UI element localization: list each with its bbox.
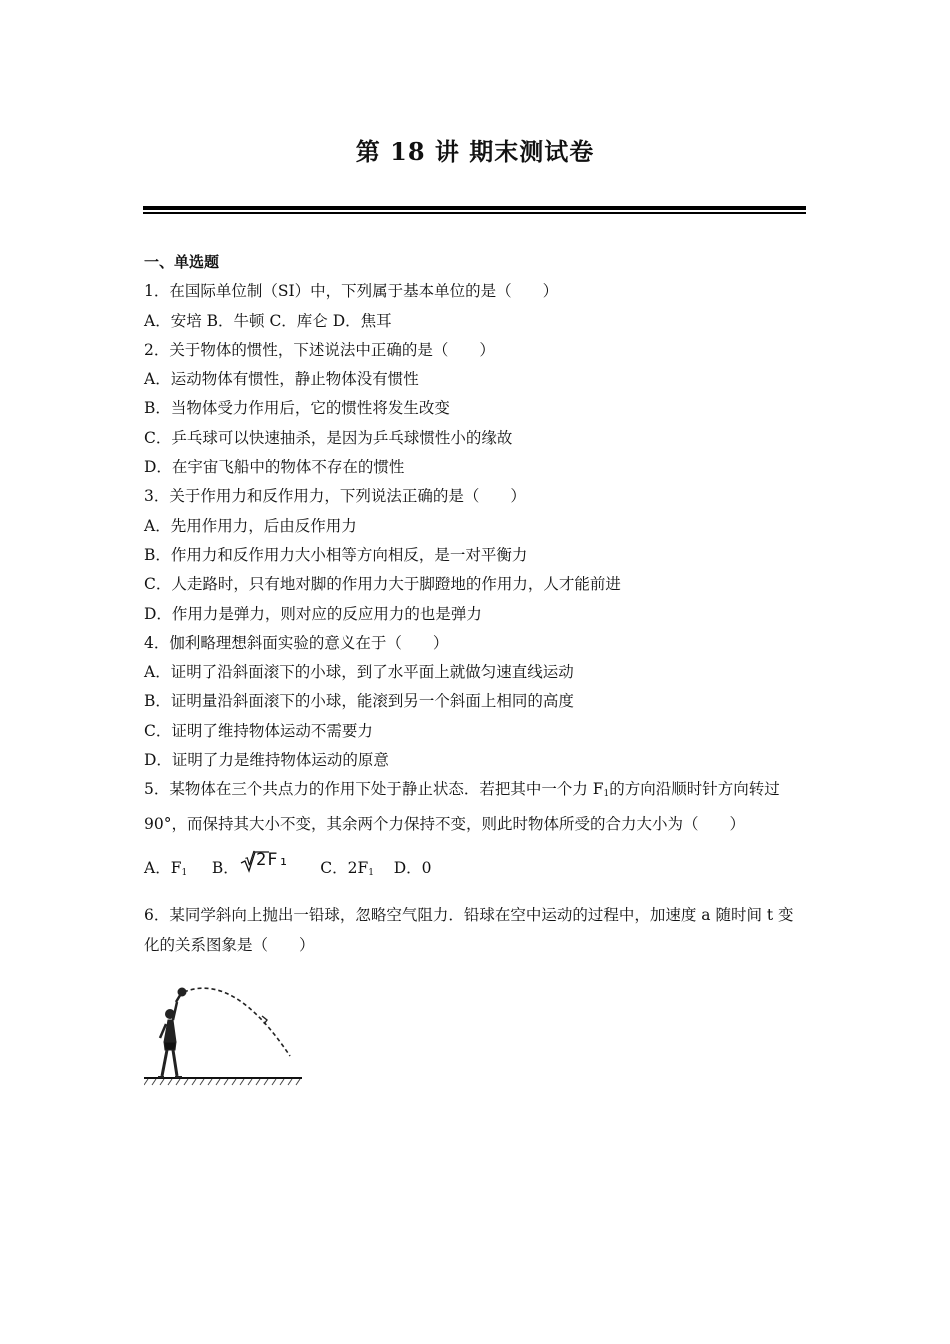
ground-hatching	[144, 1079, 300, 1085]
question-5-stem	[144, 775, 808, 839]
question-3-option-d: D．作用力是弹力，则对应的反应用力的也是弹力	[144, 604, 482, 623]
question-3-stem: 3．关于作用力和反作用力，下列说法正确的是（ ）	[144, 487, 526, 506]
question-2-option-d: D．在宇宙飞船中的物体不存在的惯性	[144, 458, 405, 477]
question-4-option-b: B．证明量沿斜面滚下的小球，能滚到另一个斜面上相同的高度	[144, 692, 574, 711]
question-2-option-a: A．运动物体有惯性，静止物体没有惯性	[144, 370, 419, 389]
question-5-option-b	[211, 850, 291, 878]
question-3-option-b: B．作用力和反作用力大小相等方向相反，是一对平衡力	[144, 545, 528, 564]
question-2-option-b: B．当物体受力作用后，它的惯性将发生改变	[144, 399, 450, 418]
question-4-option-a: A．证明了沿斜面滚下的小球，到了水平面上就做匀速直线运动	[144, 663, 574, 682]
title-rule-thick	[143, 206, 806, 210]
question-5-option-c-subscript: 1	[368, 868, 374, 879]
question-5-option-d: D．0	[393, 859, 432, 878]
question-5-f-subscript: 1	[603, 789, 610, 800]
question-4-stem: 4．伽利略理想斜面实验的意义在于（ ）	[144, 633, 449, 652]
document-body	[144, 248, 808, 960]
trajectory-arrow	[262, 1016, 267, 1024]
question-5-option-a-subscript: 1	[181, 868, 188, 879]
question-3-option-c: C．人走路时，只有地对脚的作用力大于脚蹬地的作用力，人才能前进	[144, 575, 621, 594]
question-5-option-a	[144, 859, 187, 877]
question-1-stem: 1．在国际单位制（SI）中，下列属于基本单位的是（ ）	[144, 282, 559, 301]
sqrt-2-f1-text: √2F₁	[244, 850, 290, 871]
question-4-option-d: D．证明了力是维持物体运动的原意	[144, 751, 389, 770]
page-title: 第 18 讲 期末测试卷	[355, 137, 595, 166]
section-heading: 一、单选题	[144, 253, 220, 271]
question-4-option-c: C．证明了维持物体运动不需要力	[144, 721, 373, 740]
sqrt-2-f1-formula	[239, 849, 291, 875]
thrower-figure	[158, 988, 186, 1077]
title-rule-thin	[143, 212, 806, 214]
paragraph-gap	[144, 879, 808, 901]
question-5-options	[144, 849, 808, 879]
ball-trajectory	[184, 988, 290, 1056]
question-5-option-c-text: C．2F	[320, 859, 369, 878]
question-3-option-a: A．先用作用力，后由反作用力	[144, 516, 357, 535]
question-5-option-a-text: A．F	[144, 859, 182, 878]
question-1-options: A．安培 B．牛顿 C．库仑 D．焦耳	[144, 311, 392, 330]
question-2-stem: 2．关于物体的惯性，下述说法中正确的是（ ）	[144, 340, 495, 359]
question-5-option-b-text: B．	[211, 859, 239, 878]
shot-put-throw-illustration	[144, 984, 304, 1088]
question-6-stem: 6．某同学斜向上抛出一铅球，忽略空气阻力．铅球在空中运动的过程中，加速度 a 随时间 t 变化的关系图象是（ ）	[144, 906, 794, 954]
question-5-stem-part1: 5．某物体在三个共点力的作用下处于静止状态．若把其中一个力 F	[144, 780, 604, 799]
question-5-option-c	[320, 859, 374, 877]
question-2-option-c: C．乒乓球可以快速抽杀，是因为乒乓球惯性小的缘故	[144, 428, 513, 447]
question-5-stem-part2: 的方向沿顺时针方向转过 90°，而保持其大小不变，其余两个力保持不变，则此时物体所受的合力大小为（ ）	[144, 780, 780, 833]
